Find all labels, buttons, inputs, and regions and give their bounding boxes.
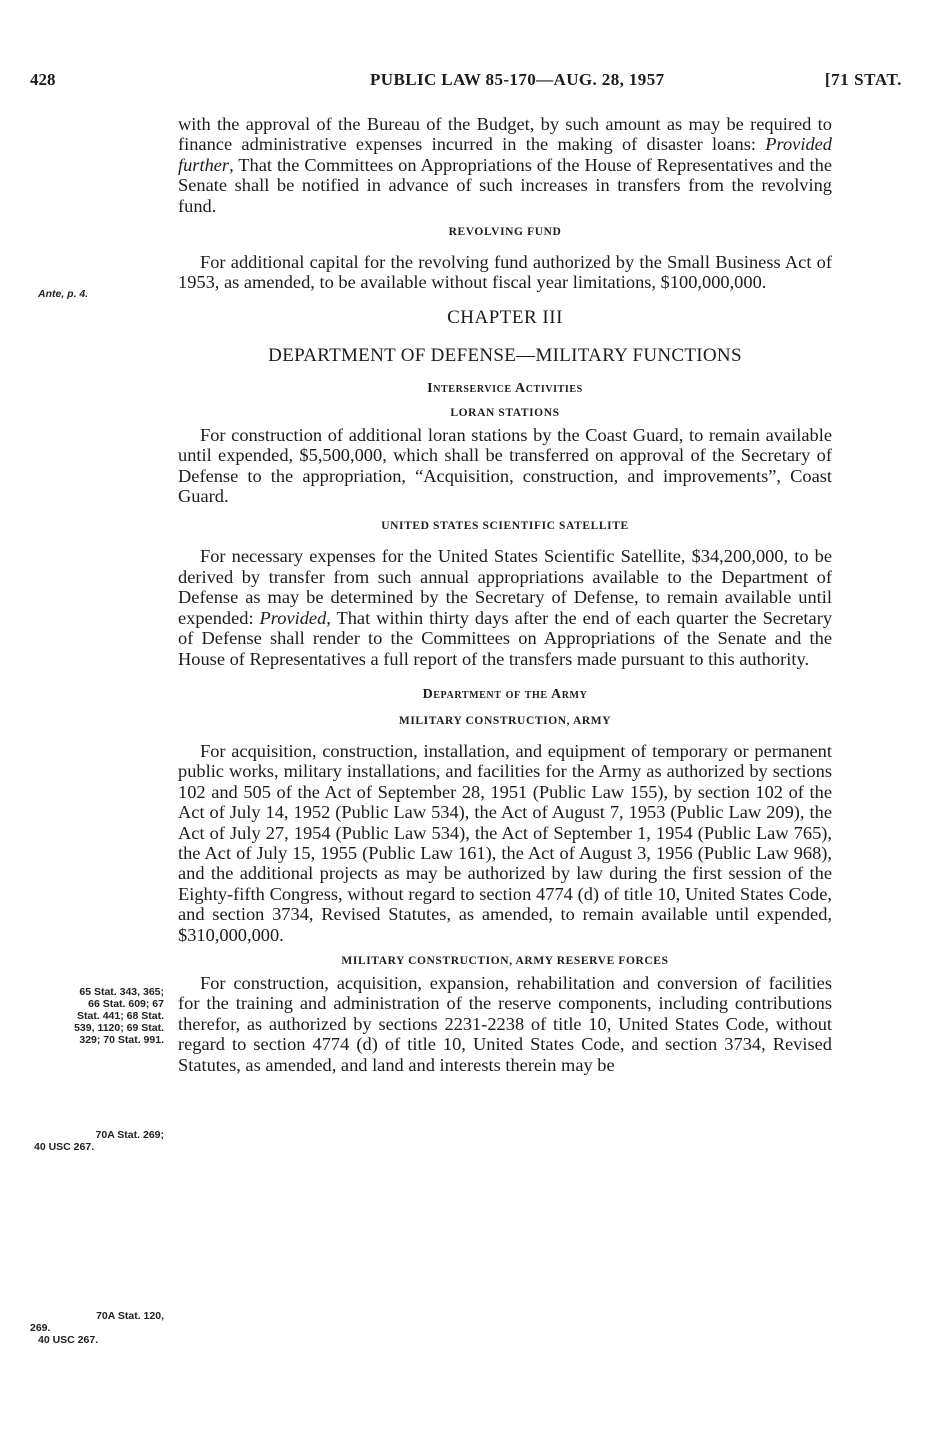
margin-note-line: 65 Stat. 343, 365; (79, 986, 164, 998)
department-heading: DEPARTMENT OF DEFENSE—MILITARY FUNCTIONS (268, 344, 742, 366)
margin-note-usc-a (34, 1129, 164, 1153)
margin-note-line: 70A Stat. 269; (95, 1129, 164, 1141)
revolving-fund-paragraph: For additional capital for the revolving fund authorized by the Small Business Act of 1953, as amended, to be available without fiscal year limitations, $100,000,000. (178, 252, 832, 293)
document-body (178, 114, 832, 1075)
italic-run: Provided (259, 607, 327, 628)
heading-department-of-the-army: Department of the Army (422, 686, 588, 702)
statute-reference: [71 STAT. (824, 70, 902, 89)
heading-interservice-activities: Interservice Activities (427, 380, 583, 396)
margin-note-ante: Ante, p. 4. (38, 288, 89, 300)
margin-note-line: 40 USC 267. (34, 1141, 95, 1153)
italic-run: Provided further (178, 134, 832, 175)
running-title: PUBLIC LAW 85-170—AUG. 28, 1957 (370, 70, 665, 89)
heading-army-reserve-forces: MILITARY CONSTRUCTION, ARMY RESERVE FORCES (341, 954, 669, 967)
margin-note-usc-b (30, 1310, 164, 1346)
page-header (30, 70, 902, 94)
text-run: For necessary expenses for the United States Scientific Satellite, $34,200,000, to be derived by transfer from such annual appropriations available to the Department of Defense as may be determined by the Secretary of Defense, to remain available until expended: (178, 546, 832, 628)
margin-note-army-statutes (30, 986, 164, 1046)
heading-scientific-satellite: UNITED STATES SCIENTIFIC SATELLITE (381, 520, 629, 533)
margin-note-line: 70A Stat. 120, (96, 1310, 164, 1322)
text-run: with the approval of the Bureau of the Budget, by such amount as may be required to finance administrative expenses incurred in the making of disaster loans: (178, 114, 832, 155)
margin-note-line: 329; 70 Stat. 991. (79, 1034, 164, 1046)
intro-paragraph (178, 114, 832, 216)
text-run: , That the Committees on Appropriations of the House of Representatives and the Senate shall be notified in advance of such increases in transfers from the revolving fund. (178, 154, 832, 216)
chapter-heading: CHAPTER III (447, 306, 563, 328)
loran-stations-paragraph: For construction of additional loran stations by the Coast Guard, to remain available until expended, $5,500,000, which shall be transferred on approval of the Secretary of Defense to the appropriation, “Acquisition, construction, and improvements”, Coast Guard. (178, 424, 832, 507)
heading-loran-stations: LORAN STATIONS (450, 406, 560, 419)
army-reserve-paragraph: For construction, acquisition, expansion, rehabilitation and conversion of facilities for the training and administration of the reserve components, including contributions therefor, as authorized by sections 2231-2238 of title 10, United States Code, without regard to section 4774 (d) of title 10, United States Code, and section 3734, Revised Statutes, as amended, and land and interests therein may be (178, 972, 832, 1075)
scientific-satellite-paragraph (178, 546, 832, 668)
margin-note-line: Stat. 441; 68 Stat. (77, 1010, 164, 1022)
heading-revolving-fund: REVOLVING FUND (448, 226, 562, 239)
margin-note-line: 269. (30, 1322, 51, 1334)
margin-note-line: 539, 1120; 69 Stat. (74, 1022, 164, 1034)
text-run: , That within thirty days after the end of each quarter the Secretary of Defense shall render to the Committees on Appropriations of the Senate and the House of Representatives a full report of the transfers made pursuant to this authority. (178, 607, 833, 669)
margin-note-line: 40 USC 267. (38, 1334, 99, 1346)
margin-note-line: 66 Stat. 609; 67 (88, 998, 164, 1010)
military-construction-paragraph: For acquisition, construction, installation, and equipment of temporary or permanent public works, military installations, and facilities for the Army as authorized by sections 102 and 505 of the Act of September 28, 1951 (Public Law 155), by section 102 of the Act of July 14, 1952 (Public Law 534), the Act of August 7, 1953 (Public Law 209), the Act of July 27, 1954 (Public Law 534), the Act of September 1, 1954 (Public Law 765), the Act of July 15, 1955 (Public Law 161), the Act of August 3, 1956 (Public Law 968), and the additional projects as may be authorized by law during the first session of the Eighty-fifth Congress, without regard to section 4774 (d) of title 10, United States Code, and section 3734, Revised Statutes, as amended, to remain available until expended, $310,000,000. (178, 740, 832, 945)
page-number: 428 (30, 70, 56, 89)
heading-military-construction-army: MILITARY CONSTRUCTION, ARMY (398, 714, 612, 727)
